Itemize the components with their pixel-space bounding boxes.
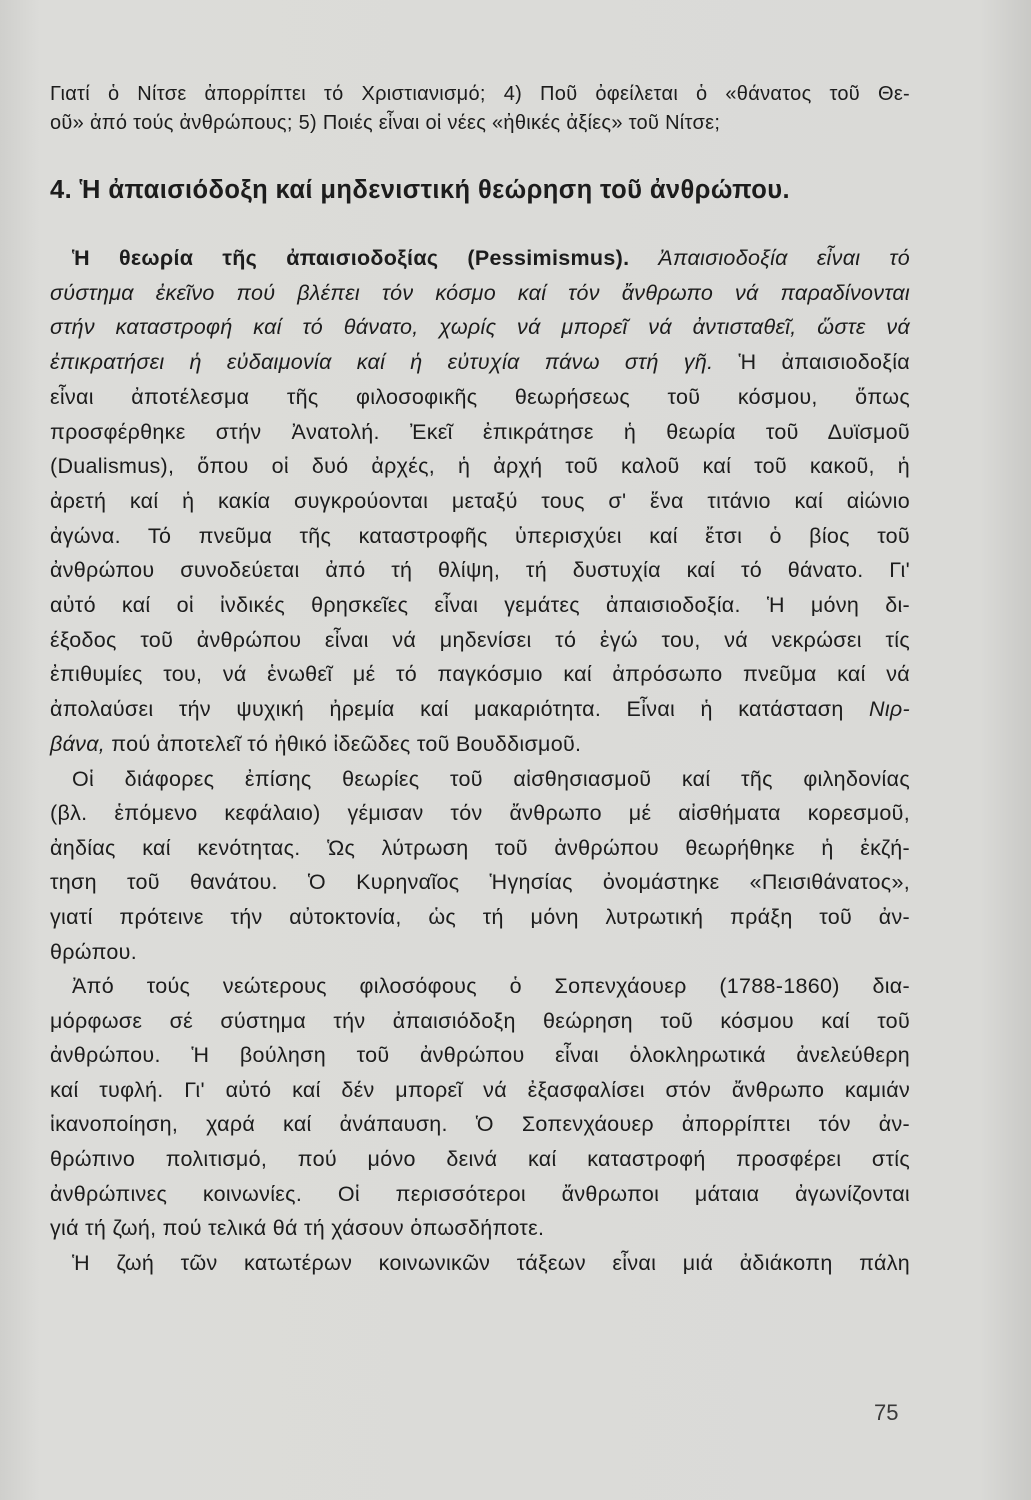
page-text	[50, 80, 910, 1280]
paragraph-schopenhauer	[50, 969, 910, 1280]
text-line: ἱκανοποίηση, χαρά καί ἀνάπαυση. Ὁ Σοπενχάουερ ἀπορρίπτει τόν ἀν-	[50, 1112, 910, 1137]
text-line: προσφέρθηκε στήν Ἀνατολή. Ἐκεῖ ἐπικράτησε ἡ θεωρία τοῦ Δυϊσμοῦ	[50, 419, 910, 444]
definition-text: ἐπικρατήσει ἡ εὐδαιμονία καί ἡ εὐτυχία πάνω στή γῆ.	[50, 350, 714, 375]
text-line: (βλ. ἑπόμενο κεφάλαιο) γέμισαν τόν ἄνθρωπο μέ αἰσθήματα κορεσμοῦ,	[50, 801, 910, 826]
text-line: γιατί πρότεινε τήν αὐτοκτονία, ὡς τή μόνη λυτρωτική πράξη τοῦ ἀν-	[50, 904, 910, 929]
text-line: ἀηδίας καί κενότητας. Ὡς λύτρωση τοῦ ἀνθρώπου θεωρήθηκε ἡ ἐκζή-	[50, 835, 910, 860]
text-span: πού ἀποτελεῖ τό ἠθικό ἰδεῶδες τοῦ Βουδδισμοῦ.	[105, 731, 582, 756]
text-line: τηση τοῦ θανάτου. Ὁ Κυρηναῖος Ἡγησίας ὀνομάστηκε «Πεισιθάνατος»,	[50, 870, 910, 895]
intro-questions	[50, 80, 910, 138]
text-line: Ἀπό τούς νεώτερους φιλοσόφους ὁ Σοπενχάουερ (1788-1860) δια-	[72, 974, 910, 999]
text-line: (Dualismus), ὅπου οἱ δυό ἀρχές, ἡ ἀρχή τοῦ καλοῦ καί τοῦ κακοῦ, ἡ	[50, 454, 910, 479]
text-line: ἀνθρώπινες κοινωνίες. Οἱ περισσότεροι ἄνθρωποι μάταια ἀγωνίζονται	[50, 1181, 910, 1206]
text-span: Ἡ ἀπαισιοδοξία	[713, 350, 911, 375]
paragraph-hedonism	[50, 762, 910, 970]
text-line: έξοδος τοῦ ἀνθρώπου εἶναι νά μηδενίσει τό ἐγώ του, νά νεκρώσει τίς	[50, 627, 910, 652]
page-number: 75	[874, 1400, 899, 1425]
text-line: στήν καταστροφή καί τό θάνατο, χωρίς νά μπορεῖ νά ἀντισταθεῖ, ὥστε νά	[50, 315, 910, 340]
text-line	[50, 692, 910, 727]
text-line: εἶναι ἀποτέλεσμα τῆς φιλοσοφικῆς θεωρήσεως τοῦ κόσμου, ὅπως	[50, 384, 910, 409]
text-line: ἀνθρώπου συνοδεύεται ἀπό τή θλίψη, τή δυστυχία καί τό θάνατο. Γι'	[50, 558, 910, 583]
text-line: Οἱ διάφορες ἐπίσης θεωρίες τοῦ αἰσθησιασμοῦ καί τῆς φιληδονίας	[72, 766, 910, 791]
definition-text: Ἀπαισιοδοξία εἶναι τό	[629, 246, 910, 270]
nirvana-term: βάνα,	[50, 731, 106, 756]
text-line: ἀνθρώπου. Ἡ βούληση τοῦ ἀνθρώπου εἶναι ὁλοκληρωτικά ἀνελεύθερη	[50, 1043, 910, 1068]
text-line: οῦ» ἀπό τούς ἀνθρώπους; 5) Ποιές εἶναι οἱ νέες «ἠθικές ἀξίες» τοῦ Νίτσε;	[50, 112, 721, 134]
text-line: μόρφωσε σέ σύστημα τήν ἀπαισιόδοξη θεώρηση τοῦ κόσμου καί τοῦ	[50, 1008, 910, 1033]
text-line: θρώπινο πολιτισμό, πού μόνο δεινά καί καταστροφή προσφέρει στίς	[50, 1147, 910, 1172]
text-line: ἀρετή καί ἡ κακία συγκρούονται μεταξύ τους σ' ἕνα τιτάνιο καί αἰώνιο	[50, 488, 910, 513]
subheading: Ἡ θεωρία τῆς ἀπαισιοδοξίας (Pessimismus).	[72, 246, 630, 270]
text-line: θρώπου.	[50, 939, 137, 964]
text-line	[50, 345, 910, 380]
text-line: αὐτό καί οἱ ἰνδικές θρησκεῖες εἶναι γεμάτες ἀπαισιοδοξία. Ἡ μόνη δι-	[50, 593, 910, 618]
text-line	[50, 241, 910, 276]
text-span: ἀπολαύσει τήν ψυχική ἠρεμία καί μακαριότητα. Εἶναι ἡ κατάσταση	[50, 697, 870, 722]
text-line: Γιατί ὁ Νίτσε ἀπορρίπτει τό Χριστιανισμό; 4) Ποῦ ὀφείλεται ὁ «θάνατος τοῦ Θε-	[50, 83, 910, 105]
text-line: καί τυφλή. Γι' αὐτό καί δέν μπορεῖ νά ἐξασφαλίσει στόν ἄνθρωπο καμιάν	[50, 1077, 910, 1102]
nirvana-term: Νιρ-	[869, 697, 910, 722]
section-heading: 4. Ἡ ἀπαισιόδοξη καί μηδενιστική θεώρηση τοῦ ἀνθρώπου.	[50, 176, 790, 204]
text-line: Ἡ ζωή τῶν κατωτέρων κοινωνικῶν τάξεων εἶναι μιά ἀδιάκοπη πάλη	[72, 1250, 910, 1275]
text-line	[50, 727, 910, 762]
paragraph-pessimism	[50, 241, 910, 762]
text-line: σύστημα ἐκεῖνο πού βλέπει τόν κόσμο καί τόν ἄνθρωπο νά παραδίνονται	[50, 280, 910, 305]
text-line: ἀγώνα. Τό πνεῦμα τῆς καταστροφῆς ὑπερισχύει καί ἔτσι ὁ βίος τοῦ	[50, 523, 910, 548]
text-line: ἐπιθυμίες του, νά ἑνωθεῖ μέ τό παγκόσμιο καί ἀπρόσωπο πνεῦμα καί νά	[50, 662, 910, 687]
text-line: γιά τή ζωή, πού τελικά θά τή χάσουν ὁπωσδήποτε.	[50, 1216, 545, 1241]
